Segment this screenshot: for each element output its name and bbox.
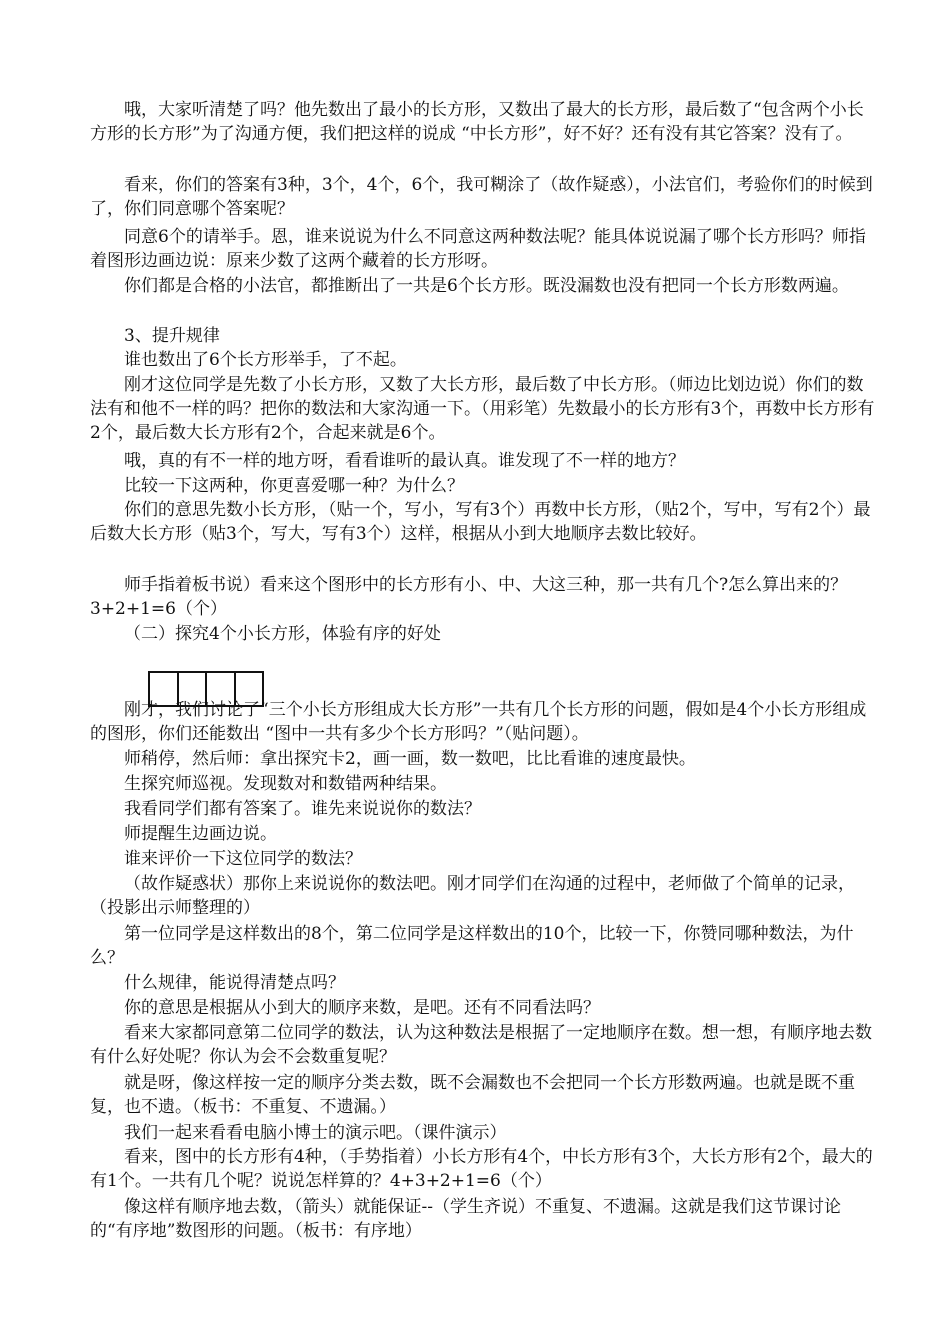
paragraph: （故作疑惑状）那你上来说说你的数法吧。刚才同学们在沟通的过程中，老师做了个简单的记录，（投影出示师整理的） xyxy=(90,874,855,918)
paragraph: 看来大家都同意第二位同学的数法，认为这种数法是根据了一定地顺序在数。想一想，有顺序地去数有什么好处呢？你认为会不会数重复呢？ xyxy=(90,1023,872,1067)
paragraph: 哦，大家听清楚了吗？他先数出了最小的长方形，又数出了最大的长方形，最后数了“包含两个小长方形的长方形”为了沟通方便，我们把这样的说成 “中长方形”，好不好？还有没有其它答案？没有了。 xyxy=(90,100,864,144)
paragraph: 师手指着板书说）看来这个图形中的长方形有小、中、大这三种，那一共有几个?怎么算出来的？3+2+1=6（个） xyxy=(90,575,848,619)
paragraph: 同意6个的请举手。恩，谁来说说为什么不同意这两种数法呢？能具体说说漏了哪个长方形吗？师指着图形边画边说：原来少数了这两个藏着的长方形呀。 xyxy=(90,227,866,271)
paragraph: 刚才，我们讨论了“三个小长方形组成大长方形”一共有几个长方形的问题，假如是4个小长方形组成的图形，你们还能数出 “图中一共有多少个长方形吗？”（贴问题）。 xyxy=(90,700,867,744)
paragraph: 谁来评价一下这位同学的数法？ xyxy=(124,849,362,869)
paragraph: 就是呀，像这样按一定的顺序分类去数，既不会漏数也不会把同一个长方形数两遍。也就是既不重复，也不遗。（板书：不重复、不遗漏。） xyxy=(90,1073,855,1117)
paragraph: 你们的意思先数小长方形，（贴一个，写小，写有3个）再数中长方形，（贴2个，写中，写有2个）最后数大长方形（贴3个，写大，写有3个）这样，根据从小到大地顺序去数比较好。 xyxy=(90,500,871,544)
paragraph: 比较一下这两种，你更喜爱哪一种？为什么？ xyxy=(124,476,464,496)
paragraph: 你们都是合格的小法官，都推断出了一共是6个长方形。既没漏数也没有把同一个长方形数两遍。 xyxy=(124,276,849,296)
paragraph: 像这样有顺序地去数，（箭头）就能保证--（学生齐说）不重复、不遗漏。这就是我们这节课讨论的“有序地”数图形的问题。（板书：有序地） xyxy=(90,1197,841,1241)
paragraph: 什么规律，能说得清楚点吗？ xyxy=(124,973,345,993)
paragraph: 哦，真的有不一样的地方呀，看看谁听的最认真。谁发现了不一样的地方？ xyxy=(124,451,685,471)
paragraph: 生探究师巡视。发现数对和数错两种结果。 xyxy=(124,774,447,794)
paragraph: 我看同学们都有答案了。谁先来说说你的数法？ xyxy=(124,799,481,819)
paragraph: 你的意思是根据从小到大的顺序来数，是吧。还有不同看法吗？ xyxy=(124,998,600,1018)
paragraph: 师稍停，然后师：拿出探究卡2，画一画，数一数吧，比比看谁的速度最快。 xyxy=(124,749,696,769)
paragraph: 看来，图中的长方形有4种，（手势指着）小长方形有4个，中长方形有3个，大长方形有2个，最大的有1个。一共有几个呢？说说怎样算的？4+3+2+1=6（个） xyxy=(90,1147,873,1191)
section-heading: （二）探究4个小长方形，体验有序的好处 xyxy=(124,624,441,644)
paragraph: 刚才这位同学是先数了小长方形，又数了大长方形，最后数了中长方形。（师边比划边说）你们的数法有和他不一样的吗？把你的数法和大家沟通一下。（用彩笔）先数最小的长方形有3个，再数中长方形有2个，最后数大长方形有2个，合起来就是6个。 xyxy=(90,375,875,443)
section-heading: 3、提升规律 xyxy=(124,326,220,346)
paragraph: 谁也数出了6个长方形举手，了不起。 xyxy=(124,350,407,370)
paragraph: 我们一起来看看电脑小博士的演示吧。（课件演示） xyxy=(124,1123,507,1143)
paragraph: 看来，你们的答案有3种，3个，4个，6个，我可糊涂了（故作疑惑），小法官们，考验你们的时候到了，你们同意哪个答案呢？ xyxy=(90,175,873,219)
paragraph: 师提醒生边画边说。 xyxy=(124,824,277,844)
paragraph: 第一位同学是这样数出的8个，第二位同学是这样数出的10个，比较一下，你赞同哪种数法，为什么？ xyxy=(90,924,854,968)
